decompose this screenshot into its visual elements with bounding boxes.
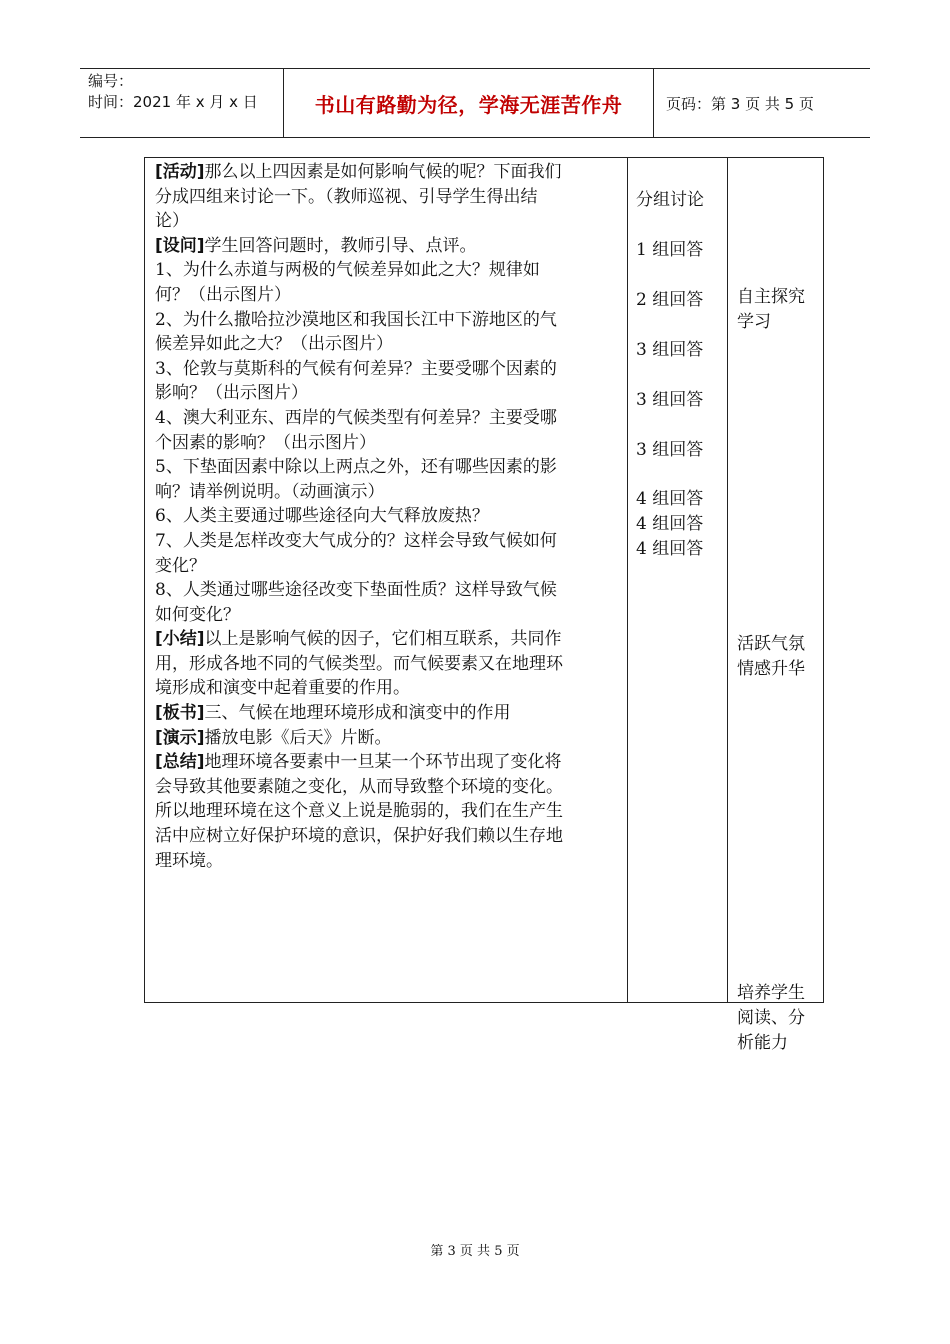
content-line xyxy=(155,234,623,259)
content-line xyxy=(155,455,623,480)
content-text: 变化？ xyxy=(155,555,206,576)
content-text: 境形成和演变中起着重要的作用。 xyxy=(155,678,410,699)
student-activity-item: 3 组回答 xyxy=(636,340,704,360)
content-text: 论） xyxy=(155,211,189,232)
content-line xyxy=(155,701,623,726)
header-motto: 书山有路勤为径，学海无涯苦作舟 xyxy=(314,92,623,117)
content-text: 以上是影响气候的因子，它们相互联系，共同作 xyxy=(204,629,562,650)
content-text: 候差异如此之大？（出示图片） xyxy=(155,334,393,355)
student-activity-item: 2 组回答 xyxy=(636,290,704,310)
student-activity-item: 分组讨论 xyxy=(636,190,704,210)
content-line xyxy=(155,160,623,185)
content-text: 5、下垫面因素中除以上两点之外，还有哪些因素的影 xyxy=(155,457,557,478)
section-tag: [活动] xyxy=(155,162,205,182)
content-text: 响？请举例说明。（动画演示） xyxy=(155,481,385,502)
content-line xyxy=(155,775,623,800)
content-line xyxy=(155,332,623,357)
content-text: 影响？（出示图片） xyxy=(155,383,308,404)
content-line xyxy=(155,799,623,824)
content-line xyxy=(155,504,623,529)
design-intent-item xyxy=(737,632,805,682)
content-line xyxy=(155,554,623,579)
content-text: 分成四组来讨论一下。（教师巡视、引导学生得出结 xyxy=(155,186,538,207)
content-line xyxy=(155,381,623,406)
content-line xyxy=(155,824,623,849)
content-text: 6、人类主要通过哪些途径向大气释放废热？ xyxy=(155,506,489,527)
header-divider xyxy=(653,69,654,137)
column-divider xyxy=(727,158,728,1002)
page-footer: 第 3 页 共 5 页 xyxy=(430,1244,520,1259)
page-header xyxy=(80,68,870,138)
content-text: 3、伦敦与莫斯科的气候有何差异？主要受哪个因素的 xyxy=(155,358,557,379)
content-text: 那么以上四因素是如何影响气候的呢？下面我们 xyxy=(204,162,562,182)
content-text: 活中应树立好保护环境的意识，保护好我们赖以生存地 xyxy=(155,826,563,847)
student-activity-item: 3 组回答 xyxy=(636,440,704,460)
content-text: 地理环境各要素中一旦某一个环节出现了变化将 xyxy=(204,752,562,773)
content-line xyxy=(155,308,623,333)
design-intent-line: 学习 xyxy=(737,312,771,332)
section-tag: [板书] xyxy=(155,703,205,724)
content-text: 理环境。 xyxy=(155,850,223,871)
design-intent-line: 阅读、分 xyxy=(737,1008,805,1028)
student-activity-item: 1 组回答 xyxy=(636,240,704,260)
content-line xyxy=(155,627,623,652)
design-intent-line: 情感升华 xyxy=(737,659,805,679)
section-tag: [设问] xyxy=(155,235,205,256)
content-text: 会导致其他要素随之变化，从而导致整个环境的变化。 xyxy=(155,776,563,797)
design-intent-line: 自主探究 xyxy=(737,287,805,307)
content-line xyxy=(155,357,623,382)
content-text: 如何变化？ xyxy=(155,604,240,625)
student-activity-item: 3 组回答 xyxy=(636,390,704,410)
content-line xyxy=(155,406,623,431)
student-activity-item: 4 组回答 xyxy=(636,514,704,534)
number-label: 编号： xyxy=(88,72,134,90)
content-line xyxy=(155,258,623,283)
content-text: 学生回答问题时，教师引导、点评。 xyxy=(204,235,477,256)
section-tag: [小结] xyxy=(155,629,205,650)
content-text: 1、为什么赤道与两极的气候差异如此之大？规律如 xyxy=(155,260,540,281)
content-line xyxy=(155,283,623,308)
design-intent-line: 活跃气氛 xyxy=(737,634,805,654)
content-text: 三、气候在地理环境形成和演变中的作用 xyxy=(204,703,511,724)
content-text: 4、澳大利亚东、西岸的气候类型有何差异？主要受哪 xyxy=(155,407,557,428)
content-line xyxy=(155,849,623,874)
content-line xyxy=(155,652,623,677)
design-intent-item xyxy=(737,285,805,335)
section-tag: [演示] xyxy=(155,727,205,748)
content-line xyxy=(155,185,623,210)
teaching-content-column xyxy=(155,160,623,873)
student-activity-item: 4 组回答 xyxy=(636,539,704,559)
content-text: 个因素的影响？（出示图片） xyxy=(155,432,376,453)
content-line xyxy=(155,529,623,554)
content-line xyxy=(155,431,623,456)
content-text: 7、人类是怎样改变大气成分的？这样会导致气候如何 xyxy=(155,530,557,551)
content-line xyxy=(155,209,623,234)
design-intent-line: 培养学生 xyxy=(737,983,805,1003)
content-line xyxy=(155,726,623,751)
content-text: 所以地理环境在这个意义上说是脆弱的，我们在生产生 xyxy=(155,801,563,822)
design-intent-item xyxy=(737,981,805,1056)
content-line xyxy=(155,480,623,505)
content-text: 何？（出示图片） xyxy=(155,284,291,305)
lesson-table xyxy=(144,157,824,1053)
column-divider xyxy=(627,158,628,1002)
student-activity-item: 4 组回答 xyxy=(636,489,704,509)
design-intent-line: 析能力 xyxy=(737,1033,788,1053)
header-meta xyxy=(88,71,258,113)
time-label: 时间：2021 年 x 月 x 日 xyxy=(88,93,258,111)
content-line xyxy=(155,750,623,775)
header-page-info: 页码：第 3 页 共 5 页 xyxy=(666,94,814,113)
section-tag: [总结] xyxy=(155,752,205,773)
content-line xyxy=(155,603,623,628)
content-line xyxy=(155,578,623,603)
content-text: 播放电影《后天》片断。 xyxy=(204,727,392,748)
content-text: 2、为什么撒哈拉沙漠地区和我国长江中下游地区的气 xyxy=(155,309,557,330)
content-text: 用，形成各地不同的气候类型。而气候要素又在地理环 xyxy=(155,653,563,674)
content-line xyxy=(155,676,623,701)
content-text: 8、人类通过哪些途径改变下垫面性质？这样导致气候 xyxy=(155,580,557,601)
